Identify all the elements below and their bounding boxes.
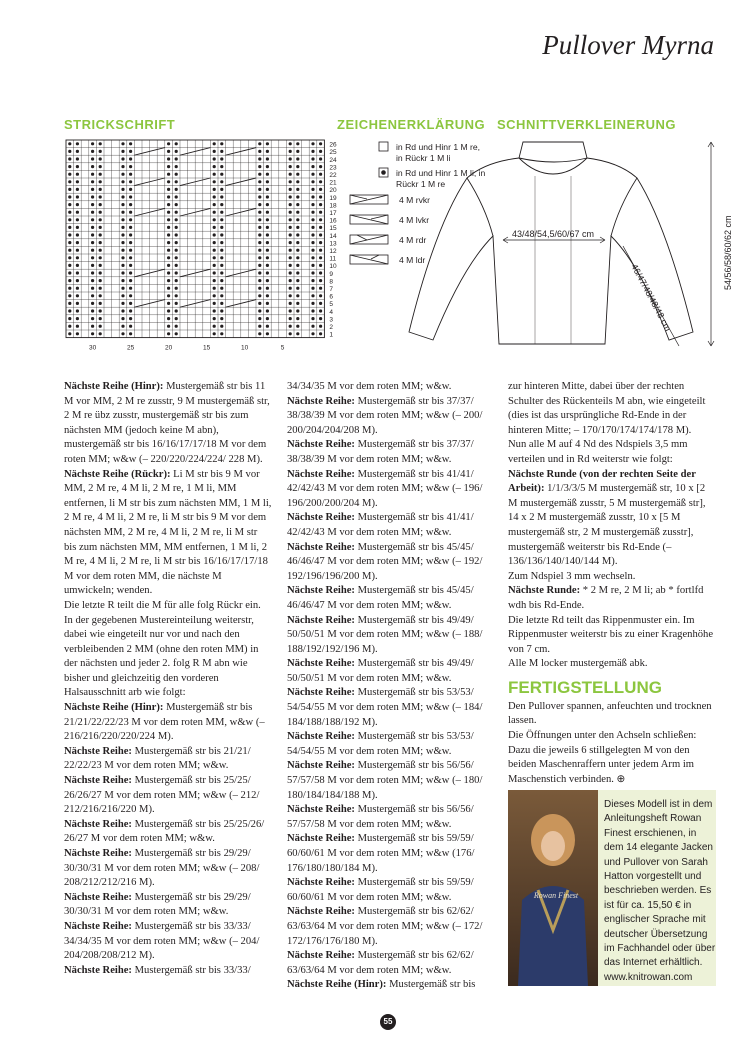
row-label: Nächste Reihe:: [287, 833, 355, 845]
text-column-3: [508, 380, 716, 787]
row-label: Nächste Reihe (Rückr):: [64, 468, 171, 480]
booklet-cover-image: [508, 790, 598, 986]
legend-ldr: 4 M ldr: [399, 255, 426, 265]
col2-para-17: Nächste Reihe (Hinr): Mustergemäß str bis: [287, 979, 476, 991]
chart-grid: [66, 140, 324, 338]
row-number: 17: [329, 210, 337, 217]
row-number: 25: [329, 149, 337, 157]
page-number: 55: [380, 1014, 396, 1030]
section-heading-chart: STRICKSCHRIFT: [64, 117, 176, 132]
legend-rvkr: 4 M rvkr: [399, 195, 431, 205]
col3-para-6: Alle M locker mustergemäß abk.: [508, 658, 648, 670]
col3-para-5: Die letzte Rd teilt das Rippenmuster ein. Im Rippenmuster weiterstr bis zu einer Kragenhöhe von 7 cm.: [508, 614, 714, 655]
col2-para-9: Nächste Reihe: Mustergemäß str bis 53/53/ 54/54/55 M vor dem roten MM; w&w (– 184/ 184/188/188/192 M).: [287, 687, 483, 728]
row-label: Nächste Reihe:: [64, 964, 132, 976]
row-label: Nächste Reihe:: [287, 541, 355, 553]
row-number: 22: [329, 172, 337, 179]
row-label: Nächste Reihe:: [287, 512, 355, 524]
legend-rdr: 4 M rdr: [399, 235, 427, 245]
row-label: Nächste Reihe (Hinr):: [287, 979, 387, 991]
col2-para-12: Nächste Reihe: Mustergemäß str bis 56/56/ 57/57/58 M vor dem roten MM; w&w.: [287, 804, 474, 830]
row-label: Nächste Reihe:: [287, 760, 355, 772]
row-number: 12: [329, 248, 337, 255]
legend-knit: in Rd und Hinr 1 M re, in Rückr 1 M li: [396, 142, 481, 163]
row-number: 5: [329, 301, 334, 309]
row-number: 20: [329, 187, 337, 195]
column-numbers: [89, 345, 285, 352]
row-number: 11: [329, 255, 337, 263]
column-number: 5: [280, 344, 285, 352]
row-label: Nächste Reihe:: [64, 891, 132, 903]
col3-para-4: Nächste Runde: * 2 M re, 2 M li; ab * fortlfd wdh bis Rd-Ende.: [508, 585, 704, 611]
column-number: 15: [202, 344, 211, 352]
row-number: 16: [329, 217, 337, 225]
col1-para-10: Nächste Reihe: Mustergemäß str bis 33/33/: [64, 964, 251, 976]
row-number: 13: [329, 240, 337, 248]
row-label: Nächste Reihe (Hinr):: [64, 381, 164, 392]
col2-para-3: Nächste Reihe: Mustergemäß str bis 41/41/ 42/42/43 M vor dem roten MM; w&w (– 196/ 196/200/200/204 M).: [287, 468, 483, 509]
row-label: Nächste Runde (von der rechten Seite der Arbeit):: [508, 468, 696, 495]
row-number: 15: [329, 225, 337, 233]
sweater-schematic: [405, 136, 745, 358]
row-label: Nächste Reihe:: [287, 585, 355, 597]
col3-para-3: Zum Ndspiel 3 mm wechseln.: [508, 570, 636, 582]
col1-para-5: Nächste Reihe: Mustergemäß str bis 25/25/ 26/26/27 M vor dem roten MM; w&w (– 212/ 212/216/216/220 M).: [64, 775, 260, 816]
finishing-heading: FERTIGSTELLUNG: [508, 677, 662, 697]
col2-para-0: 34/34/35 M vor dem roten MM; w&w.: [287, 381, 452, 392]
col1-para-1: Nächste Reihe (Rückr): Li M str bis 9 M vor MM, 2 M re, 4 M li, 2 M re, 1 M li, MM entfernen, li M str bis zum nächsten MM, 1 M li, 2 M re, 4 M li, 2 M re, li M str bis 9 M vor dem nächsten MM, 2 M re, 4 M li, 2 M re, li M str bis zum nächsten MM, MM entfernen, 1 M li, 2 M re, 4 M li, 2 M re, li M str bis 16/16/17/17/18 M vor dem roten MM, die nächste M umwickeln; wenden.: [64, 468, 272, 597]
row-number: 19: [329, 194, 337, 202]
sleeve-label: 46/47/48/48/48 cm: [629, 262, 674, 333]
col3-para-0: zur hinteren Mitte, dabei über der rechten Schulter des Rückenteils M abn, wie eingeteilt (dies ist das ursprüngliche Rd-Ende in der hinteren Mitte; – 170/170/174/174/178 M).: [508, 381, 706, 436]
row-label: Nächste Runde:: [508, 585, 581, 597]
col2-para-5: Nächste Reihe: Mustergemäß str bis 45/45/ 46/46/47 M vor dem roten MM; w&w (– 192/ 192/196/196/200 M).: [287, 541, 483, 582]
row-number: 6: [329, 293, 334, 301]
row-label: Nächste Reihe:: [64, 848, 132, 859]
col2-para-16: Nächste Reihe: Mustergemäß str bis 62/62/ 63/63/64 M vor dem roten MM; w&w.: [287, 950, 474, 976]
section-heading-legend: ZEICHENERKLÄRUNG: [337, 117, 486, 132]
finishing-para-2: Die Öffnungen unter den Achseln schließen: Dazu die jeweils 6 stillgelegten M von den beiden Maschenraffern unter jedem Arm im Maschenstich verbinden. ⊕: [508, 730, 697, 785]
col1-para-8: Nächste Reihe: Mustergemäß str bis 29/29/ 30/30/31 M vor dem roten MM; w&w.: [64, 891, 251, 918]
col1-para-2: Die letzte R teilt die M für alle folg Rückr ein. In der gegebenen Mustereinteilung weiterstr, dabei wie eingeteilt nur vor und nach den verbleibenden 2 MM (ohne den roten MM) in der nächsten und jeder 2. folg R M abn wie bisher und gleichzeitig den vorderen Halsausschnitt arb wie folgt:: [64, 599, 261, 699]
col1-para-4: Nächste Reihe: Mustergemäß str bis 21/21/ 22/22/23 M vor dem roten MM; w&w.: [64, 745, 251, 772]
row-number: 23: [329, 164, 337, 172]
legend-purl: in Rd und Hinr 1 M li, in Rückr 1 M re: [396, 168, 486, 189]
info-box-text: Dieses Modell ist in dem Anleitungsheft Rowan Finest erschienen, in dem 14 elegante Jacken und Pullover von Sarah Hatton vorgestellt und beschrieben werden. Es ist für ca. 15,50 € in englischer Sprache mit deutscher Übersetzung im Fachhandel oder über das Internet erhältlich. www.knitrowan.com: [604, 799, 716, 983]
length-label: 54/56/58/60/62 cm: [723, 215, 733, 290]
row-label: Nächste Reihe:: [287, 658, 355, 670]
row-number: 2: [329, 324, 334, 331]
col2-para-2: Nächste Reihe: Mustergemäß str bis 37/37/ 38/38/39 M vor dem roten MM; w&w.: [287, 439, 474, 465]
column-number: 25: [126, 344, 135, 352]
column-number: 30: [88, 344, 97, 352]
legend-cable-symbols: [349, 194, 391, 274]
row-label: Nächste Reihe:: [64, 775, 132, 787]
col1-para-0: Nächste Reihe (Hinr): Mustergemäß str bis 11 M vor MM, 2 M re zusstr, 9 M mustergemäß str, 2 M re übz zusstr, mustergemäß str bis zum nächsten MM (jedoch keine M abn), mustergemäß str bis 16/16/17/17/18 M vor dem roten MM; w&w (– 220/220/224/224/ 228 M).: [64, 381, 270, 465]
col1-para-6: Nächste Reihe: Mustergemäß str bis 25/25/26/ 26/27 M vor dem roten MM; w&w.: [64, 818, 265, 845]
row-number: 14: [329, 232, 337, 240]
col2-para-4: Nächste Reihe: Mustergemäß str bis 41/41/ 42/42/43 M vor dem roten MM; w&w.: [287, 512, 474, 538]
col2-para-10: Nächste Reihe: Mustergemäß str bis 53/53/ 54/54/55 M vor dem roten MM; w&w.: [287, 731, 474, 757]
text-column-2: [287, 380, 493, 993]
row-number: 9: [329, 270, 334, 278]
row-label: Nächste Reihe:: [64, 818, 132, 830]
col2-para-7: Nächste Reihe: Mustergemäß str bis 49/49/ 50/50/51 M vor dem roten MM; w&w (– 188/ 188/192/192/196 M).: [287, 614, 483, 655]
row-number: 10: [329, 263, 337, 271]
row-label: Nächste Reihe:: [64, 745, 132, 757]
knitting-chart: [64, 138, 337, 358]
row-label: Nächste Reihe:: [287, 877, 355, 889]
row-number: 18: [329, 202, 337, 210]
column-number: 20: [164, 344, 173, 352]
row-numbers: [329, 142, 337, 339]
row-number: 7: [329, 286, 334, 293]
row-label: Nächste Reihe:: [287, 395, 355, 407]
row-label: Nächste Reihe:: [287, 439, 355, 451]
text-column-1: [64, 380, 272, 978]
col2-para-1: Nächste Reihe: Mustergemäß str bis 37/37/ 38/38/39 M vor dem roten MM; w&w (– 200/ 200/204/204/208 M).: [287, 395, 483, 436]
booklet-caption: Rowan Finest: [533, 891, 579, 900]
row-number: 1: [329, 331, 334, 339]
row-label: Nächste Reihe:: [287, 804, 355, 816]
col2-para-6: Nächste Reihe: Mustergemäß str bis 45/45/ 46/46/47 M vor dem roten MM; w&w.: [287, 585, 474, 611]
row-number: 4: [329, 308, 334, 316]
col1-para-3: Nächste Reihe (Hinr): Mustergemäß str bis 21/21/22/22/23 M vor dem roten MM, w&w (– 216/216/220/220/224 M).: [64, 702, 265, 743]
width-label: 43/48/54,5/60/67 cm: [512, 229, 595, 239]
row-number: 26: [329, 141, 337, 149]
row-label: Nächste Reihe:: [287, 614, 355, 626]
row-label: Nächste Reihe:: [287, 950, 355, 962]
row-number: 24: [329, 156, 337, 164]
col2-para-15: Nächste Reihe: Mustergemäß str bis 62/62/ 63/63/64 M vor dem roten MM; w&w (– 172/ 172/176/176/180 M).: [287, 906, 483, 947]
text-column-3-body: [508, 380, 716, 672]
row-label: Nächste Reihe:: [287, 687, 355, 699]
row-number: 21: [329, 179, 337, 187]
col2-para-8: Nächste Reihe: Mustergemäß str bis 49/49/ 50/50/51 M vor dem roten MM; w&w.: [287, 658, 474, 684]
page-title: Pullover Myrna: [542, 30, 714, 60]
section-heading-schematic: SCHNITTVERKLEINERUNG: [497, 117, 677, 132]
col2-para-14: Nächste Reihe: Mustergemäß str bis 59/59/ 60/60/61 M vor dem roten MM; w&w.: [287, 877, 474, 903]
col1-para-9: Nächste Reihe: Mustergemäß str bis 33/33/ 34/34/35 M vor dem roten MM; w&w (– 204/ 204/208/208/212 M).: [64, 920, 260, 962]
row-label: Nächste Reihe:: [287, 731, 355, 743]
row-label: Nächste Reihe (Hinr):: [64, 702, 164, 714]
col1-para-7: Nächste Reihe: Mustergemäß str bis 29/29/ 30/30/31 M vor dem roten MM; w&w (– 208/ 208/212/212/216 M).: [64, 848, 260, 889]
finishing-para-1: Den Pullover spannen, anfeuchten und trocknen lassen.: [508, 700, 712, 727]
col2-para-13: Nächste Reihe: Mustergemäß str bis 59/59/ 60/60/61 M vor dem roten MM; w&w (176/ 176/180/180/184 M).: [287, 833, 475, 874]
row-number: 8: [329, 278, 334, 286]
column-number: 10: [240, 344, 249, 352]
row-label: Nächste Reihe:: [287, 468, 355, 480]
legend-lvkr: 4 M lvkr: [399, 215, 430, 225]
col2-para-11: Nächste Reihe: Mustergemäß str bis 56/56/ 57/57/58 M vor dem roten MM; w&w (– 180/ 180/184/184/188 M).: [287, 760, 483, 801]
col3-para-1: Nun alle M auf 4 Nd des Ndspiels 3,5 mm verteilen und in Rd weiterstr wie folgt:: [508, 439, 688, 465]
row-label: Nächste Reihe:: [64, 920, 132, 932]
row-number: 3: [329, 316, 334, 324]
col3-para-2: Nächste Runde (von der rechten Seite der Arbeit): 1/1/3/3/5 M mustergemäß str, 10 x [2 M mustergemäß zusstr, 5 M mustergemäß str], 14 x 2 M mustergemäß zusstr, 10 x [5 M mustergemäß str, 2 M mustergemäß zusstr], mustergemäß weiterstr bis Rd-Ende (– 136/136/140/140/144 M).: [508, 468, 706, 568]
row-label: Nächste Reihe:: [287, 906, 355, 918]
